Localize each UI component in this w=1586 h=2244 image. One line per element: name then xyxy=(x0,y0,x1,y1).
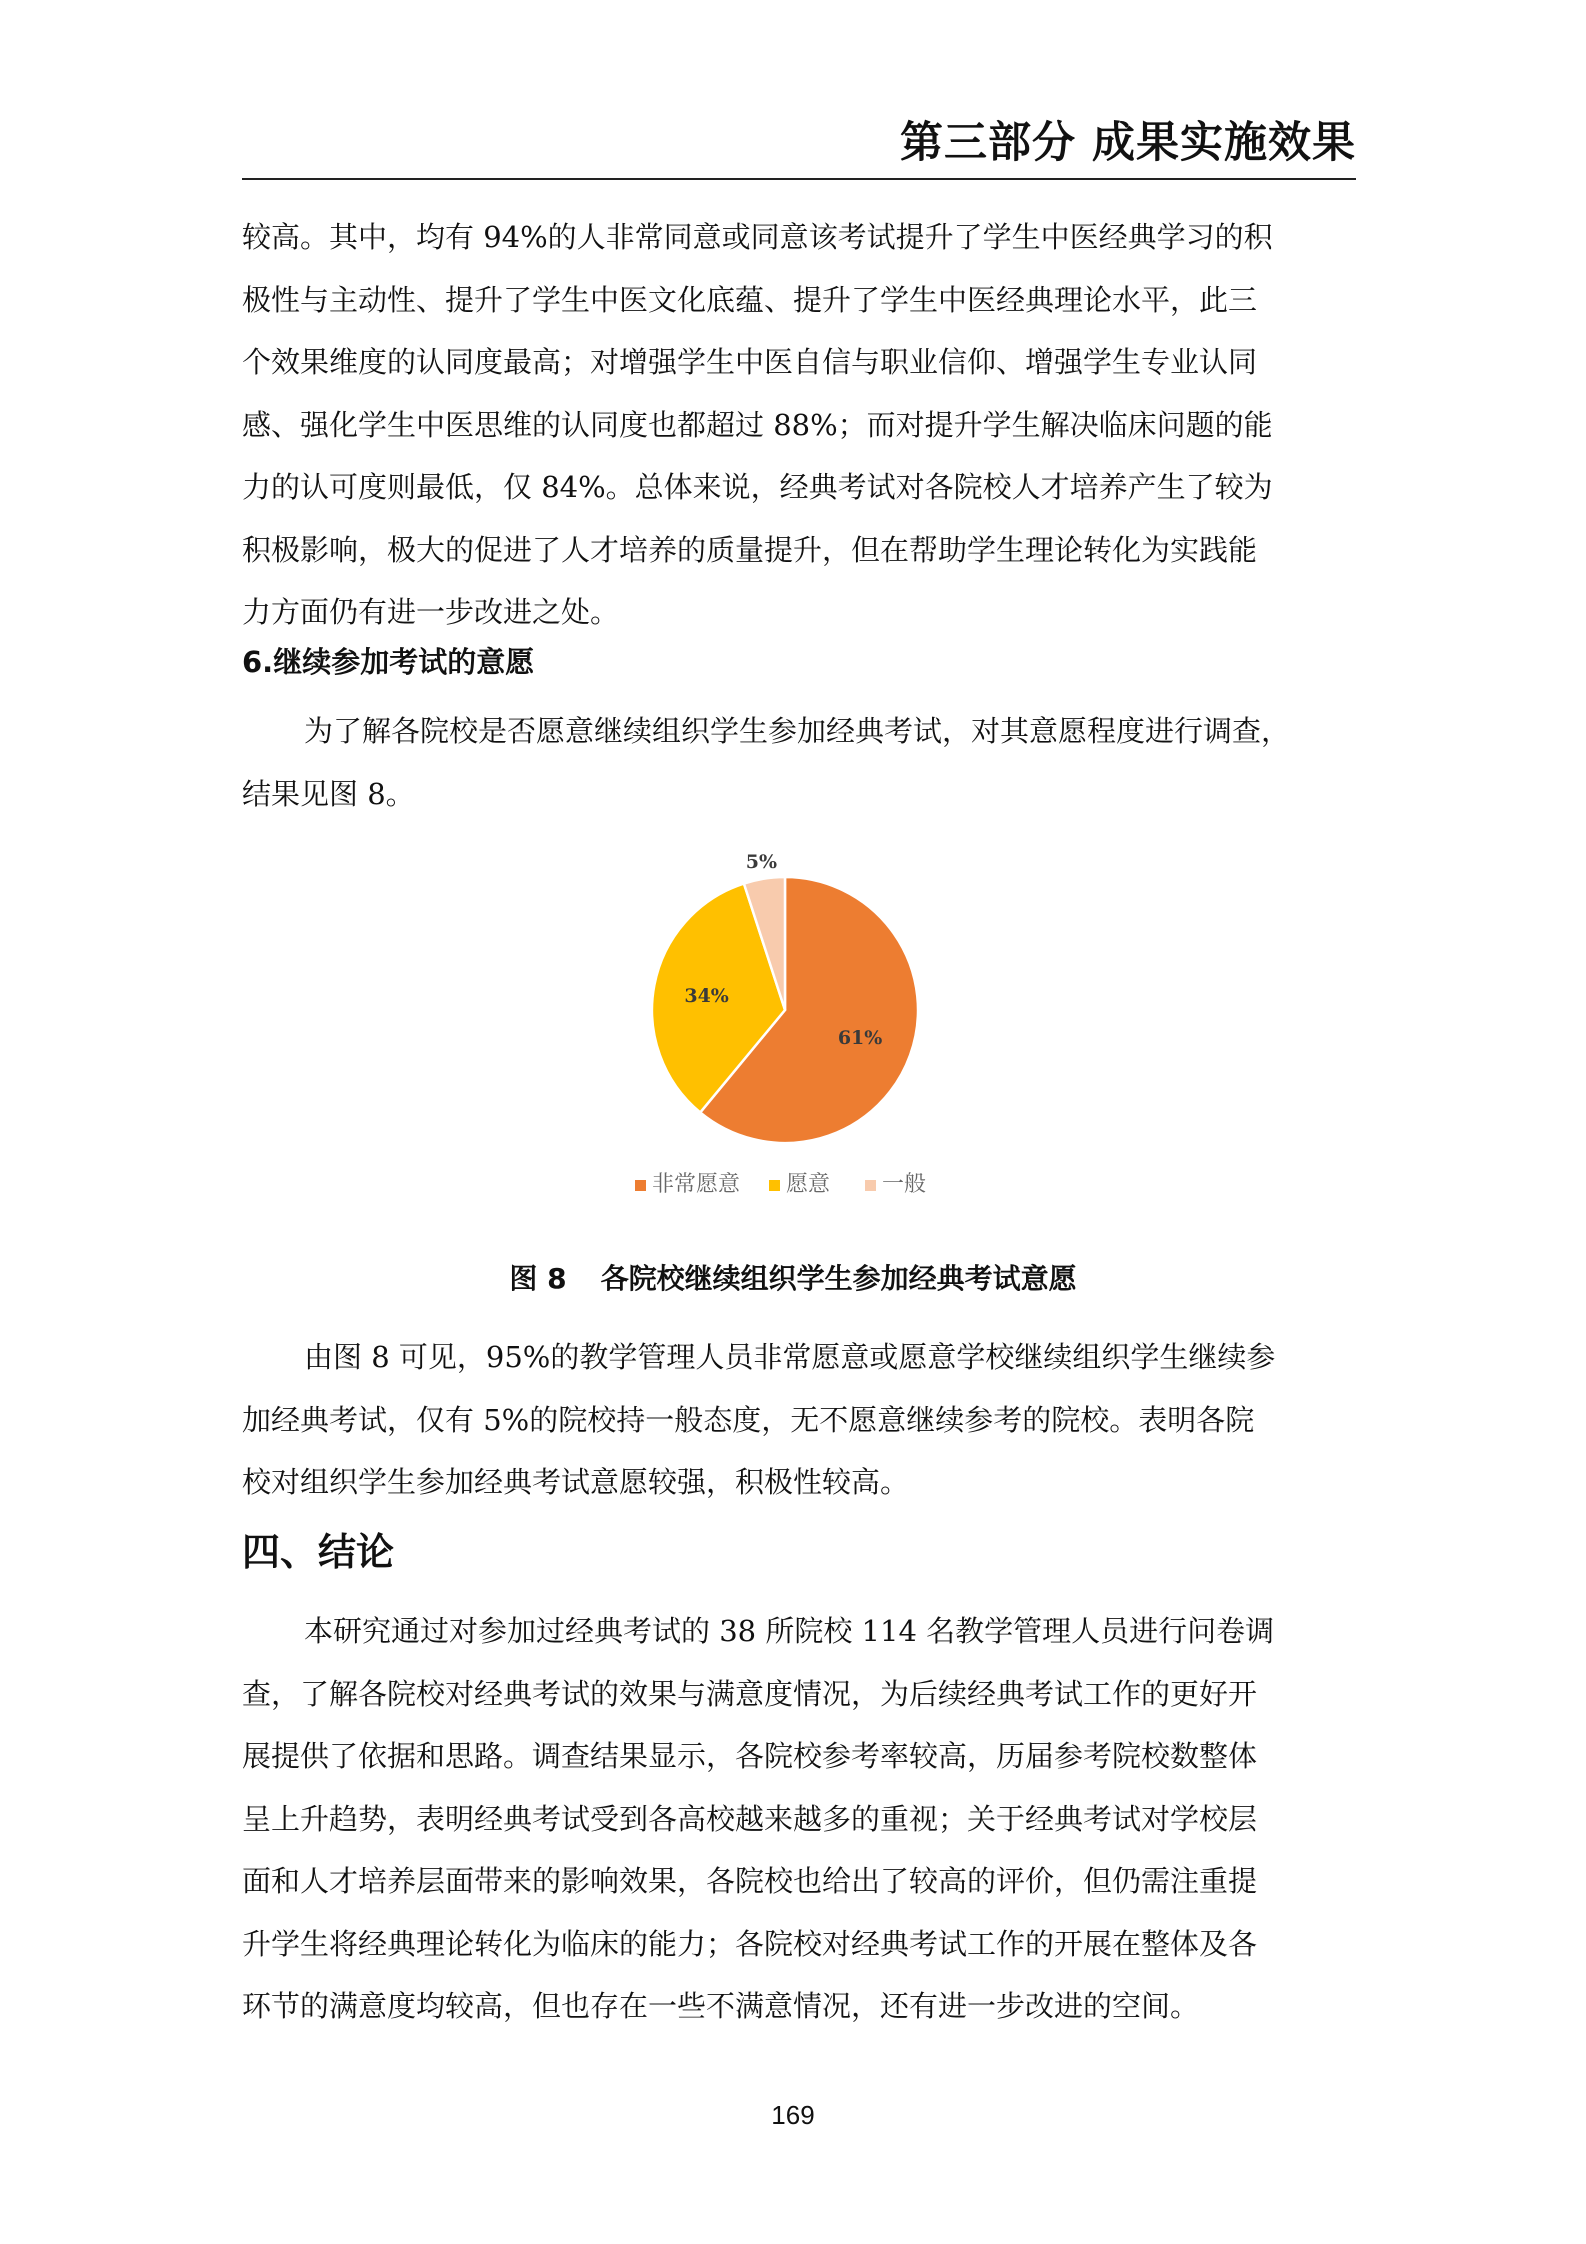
text-line: 力方面仍有进一步改进之处。 xyxy=(242,595,620,629)
page-header xyxy=(242,108,1356,180)
section-heading: 四、结论 xyxy=(242,1530,395,1574)
paragraph-willingness-intro xyxy=(242,700,1358,825)
text-line: 为了解各院校是否愿意继续组织学生参加经典考试，对其意愿程度进行调查， xyxy=(304,714,1291,748)
pie-label-very-willing: 61% xyxy=(837,1027,883,1050)
pie-label-neutral: 5% xyxy=(745,850,778,873)
pie-chart xyxy=(560,830,1020,1210)
text-line: 加经典考试，仅有 5%的院校持一般态度，无不愿意继续参考的院校。表明各院 xyxy=(242,1402,1255,1437)
text-line: 极性与主动性、提升了学生中医文化底蕴、提升了学生中医经典理论水平，此三 xyxy=(242,282,1258,317)
paragraph-figure-analysis xyxy=(242,1326,1358,1514)
legend-swatch-willing xyxy=(769,1180,780,1191)
text-line: 环节的满意度均较高，但也存在一些不满意情况，还有进一步改进的空间。 xyxy=(242,1989,1200,2023)
header-title: 第三部分 成果实施效果 xyxy=(900,118,1356,168)
text-line: 面和人才培养层面带来的影响效果，各院校也给出了较高的评价，但仍需注重提 xyxy=(242,1864,1258,1898)
text-line: 展提供了依据和思路。调查结果显示，各院校参考率较高，历届参考院校数整体 xyxy=(242,1739,1258,1773)
text-line: 查，了解各院校对经典考试的效果与满意度情况，为后续经典考试工作的更好开 xyxy=(242,1676,1258,1711)
subsection-heading: 6.继续参加考试的意愿 xyxy=(242,645,535,679)
legend-label-neutral: 一般 xyxy=(882,1172,927,1197)
legend-label-willing: 愿意 xyxy=(786,1172,831,1197)
pie-chart-svg xyxy=(560,830,1020,1210)
paragraph-conclusion xyxy=(242,1600,1358,2038)
figure-number: 图 8 xyxy=(509,1262,567,1295)
legend-swatch-very-willing xyxy=(635,1180,646,1191)
text-line: 力的认可度则最低，仅 84%。总体来说，经典考试对各院校人才培养产生了较为 xyxy=(242,470,1273,504)
text-line: 个效果维度的认同度最高；对增强学生中医自信与职业信仰、增强学生专业认同 xyxy=(242,345,1258,379)
text-line: 升学生将经典理论转化为临床的能力；各院校对经典考试工作的开展在整体及各 xyxy=(242,1926,1258,1961)
paragraph-satisfaction-summary xyxy=(242,206,1358,644)
figure-title: 各院校继续组织学生参加经典考试意愿 xyxy=(600,1262,1077,1295)
text-line: 呈上升趋势，表明经典考试受到各高校越来越多的重视；关于经典考试对学校层 xyxy=(242,1801,1258,1836)
figure-caption xyxy=(0,1257,1586,1301)
text-line: 由图 8 可见，95%的教学管理人员非常愿意或愿意学校继续组织学生继续参 xyxy=(304,1340,1276,1374)
page-number: 169 xyxy=(771,2100,815,2130)
text-line: 结果见图 8。 xyxy=(242,776,415,811)
text-line: 积极影响，极大的促进了人才培养的质量提升，但在帮助学生理论转化为实践能 xyxy=(242,532,1258,567)
legend-label-very-willing: 非常愿意 xyxy=(652,1172,741,1197)
legend-swatch-neutral xyxy=(865,1180,876,1191)
text-line: 感、强化学生中医思维的认同度也都超过 88%；而对提升学生解决临床问题的能 xyxy=(242,407,1273,442)
text-line: 较高。其中，均有 94%的人非常同意或同意该考试提升了学生中医经典学习的积 xyxy=(242,220,1273,254)
pie-label-willing: 34% xyxy=(684,985,729,1008)
text-line: 校对组织学生参加经典考试意愿较强，积极性较高。 xyxy=(242,1465,910,1499)
text-line: 本研究通过对参加过经典考试的 38 所院校 114 名教学管理人员进行问卷调 xyxy=(304,1614,1275,1648)
